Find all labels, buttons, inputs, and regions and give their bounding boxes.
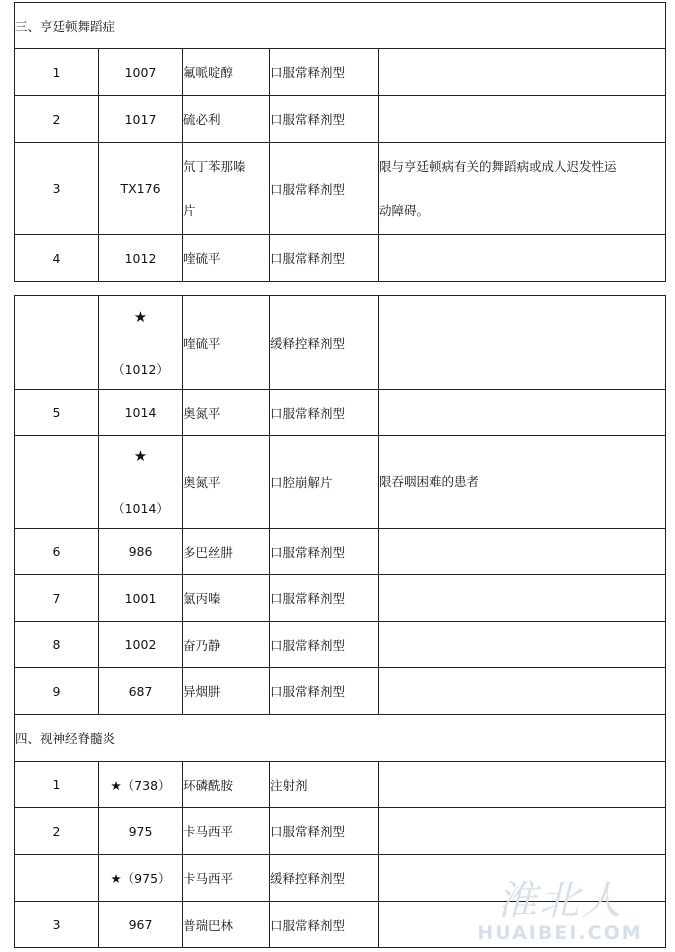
drug-name: 喹硫平 (183, 296, 270, 390)
table-row (15, 49, 666, 96)
section-header-row (15, 3, 666, 49)
drug-code: 1012 (99, 235, 183, 282)
drug-code: ★（975） (99, 855, 183, 902)
drug-table-part-1 (14, 2, 666, 282)
row-number: 1 (15, 762, 99, 808)
remark (379, 855, 666, 902)
drug-name: 卡马西平 (183, 808, 270, 855)
dosage-form: 口服常释剂型 (270, 390, 379, 436)
drug-name (183, 143, 270, 235)
drug-name: 多巴丝肼 (183, 529, 270, 575)
drug-code-text: （1012） (112, 361, 169, 377)
table-row (15, 235, 666, 282)
row-number: 9 (15, 668, 99, 715)
row-number (15, 855, 99, 902)
dosage-form: 口服常释剂型 (270, 622, 379, 668)
remark (379, 575, 666, 622)
drug-code (99, 436, 183, 529)
row-number: 2 (15, 96, 99, 143)
drug-name: 氯丙嗪 (183, 575, 270, 622)
dosage-form: 口服常释剂型 (270, 529, 379, 575)
remark (379, 296, 666, 390)
drug-code: 1002 (99, 622, 183, 668)
row-number: 1 (15, 49, 99, 96)
drug-name: 环磷酰胺 (183, 762, 270, 808)
table-row (15, 808, 666, 855)
drug-name-line-2: 片 (183, 202, 196, 218)
dosage-form: 口服常释剂型 (270, 808, 379, 855)
drug-code: ★（738） (99, 762, 183, 808)
drug-name: 普瑞巴林 (183, 902, 270, 948)
remark (379, 49, 666, 96)
remark-line-2: 动障碍。 (379, 202, 430, 218)
drug-code: 1017 (99, 96, 183, 143)
table-row (15, 668, 666, 715)
watermark-logo-text: 淮北人 (497, 878, 623, 924)
section-header-row (15, 715, 666, 762)
table-row (15, 855, 666, 902)
remark (379, 902, 666, 948)
drug-name: 奋乃静 (183, 622, 270, 668)
row-number: 5 (15, 390, 99, 436)
dosage-form: 缓释控释剂型 (270, 296, 379, 390)
remark (379, 622, 666, 668)
watermark-domain: HUAIBEI.COM (477, 922, 643, 944)
remark (379, 808, 666, 855)
section-title: 三、亨廷顿舞蹈症 (15, 3, 666, 49)
remark (379, 668, 666, 715)
row-number: 3 (15, 143, 99, 235)
remark (379, 529, 666, 575)
drug-code: 967 (99, 902, 183, 948)
dosage-form: 口腔崩解片 (270, 436, 379, 529)
dosage-form: 口服常释剂型 (270, 575, 379, 622)
star-icon: ★ (133, 307, 148, 326)
drug-name: 硫必利 (183, 96, 270, 143)
row-number (15, 296, 99, 390)
drug-code (99, 296, 183, 390)
row-number: 6 (15, 529, 99, 575)
row-number: 4 (15, 235, 99, 282)
drug-table-part-2 (14, 295, 666, 948)
drug-name: 奥氮平 (183, 390, 270, 436)
drug-code: 975 (99, 808, 183, 855)
remark (379, 390, 666, 436)
drug-code: 687 (99, 668, 183, 715)
drug-name: 喹硫平 (183, 235, 270, 282)
dosage-form: 口服常释剂型 (270, 96, 379, 143)
table-row (15, 762, 666, 808)
table-row (15, 622, 666, 668)
dosage-form: 注射剂 (270, 762, 379, 808)
row-number: 7 (15, 575, 99, 622)
table-row (15, 902, 666, 948)
drug-code-text: （1014） (112, 501, 169, 516)
remark (379, 96, 666, 143)
dosage-form: 口服常释剂型 (270, 235, 379, 282)
star-icon: ★ (133, 447, 148, 465)
row-number (15, 436, 99, 529)
remark: 限吞咽困难的患者 (379, 436, 666, 529)
drug-name-line-1: 氘丁苯那嗪 (183, 158, 246, 174)
row-number: 2 (15, 808, 99, 855)
drug-name: 异烟肼 (183, 668, 270, 715)
dosage-form: 口服常释剂型 (270, 668, 379, 715)
remark (379, 762, 666, 808)
dosage-form: 口服常释剂型 (270, 49, 379, 96)
table-row (15, 96, 666, 143)
remark-line-1: 限与亨廷顿病有关的舞蹈病或成人迟发性运 (379, 158, 617, 174)
table-row (15, 390, 666, 436)
dosage-form: 口服常释剂型 (270, 902, 379, 948)
table-row (15, 529, 666, 575)
drug-code: 1014 (99, 390, 183, 436)
drug-code: TX176 (99, 143, 183, 235)
table-row (15, 575, 666, 622)
table-row (15, 296, 666, 390)
dosage-form: 口服常释剂型 (270, 143, 379, 235)
section-title: 四、视神经脊髓炎 (15, 715, 666, 762)
table-row (15, 436, 666, 529)
remark (379, 235, 666, 282)
table-row (15, 143, 666, 235)
dosage-form: 缓释控释剂型 (270, 855, 379, 902)
drug-code: 1007 (99, 49, 183, 96)
drug-code: 1001 (99, 575, 183, 622)
drug-code: 986 (99, 529, 183, 575)
drug-name: 卡马西平 (183, 855, 270, 902)
row-number: 3 (15, 902, 99, 948)
drug-name: 氟哌啶醇 (183, 49, 270, 96)
remark (379, 143, 666, 235)
drug-name: 奥氮平 (183, 436, 270, 529)
row-number: 8 (15, 622, 99, 668)
